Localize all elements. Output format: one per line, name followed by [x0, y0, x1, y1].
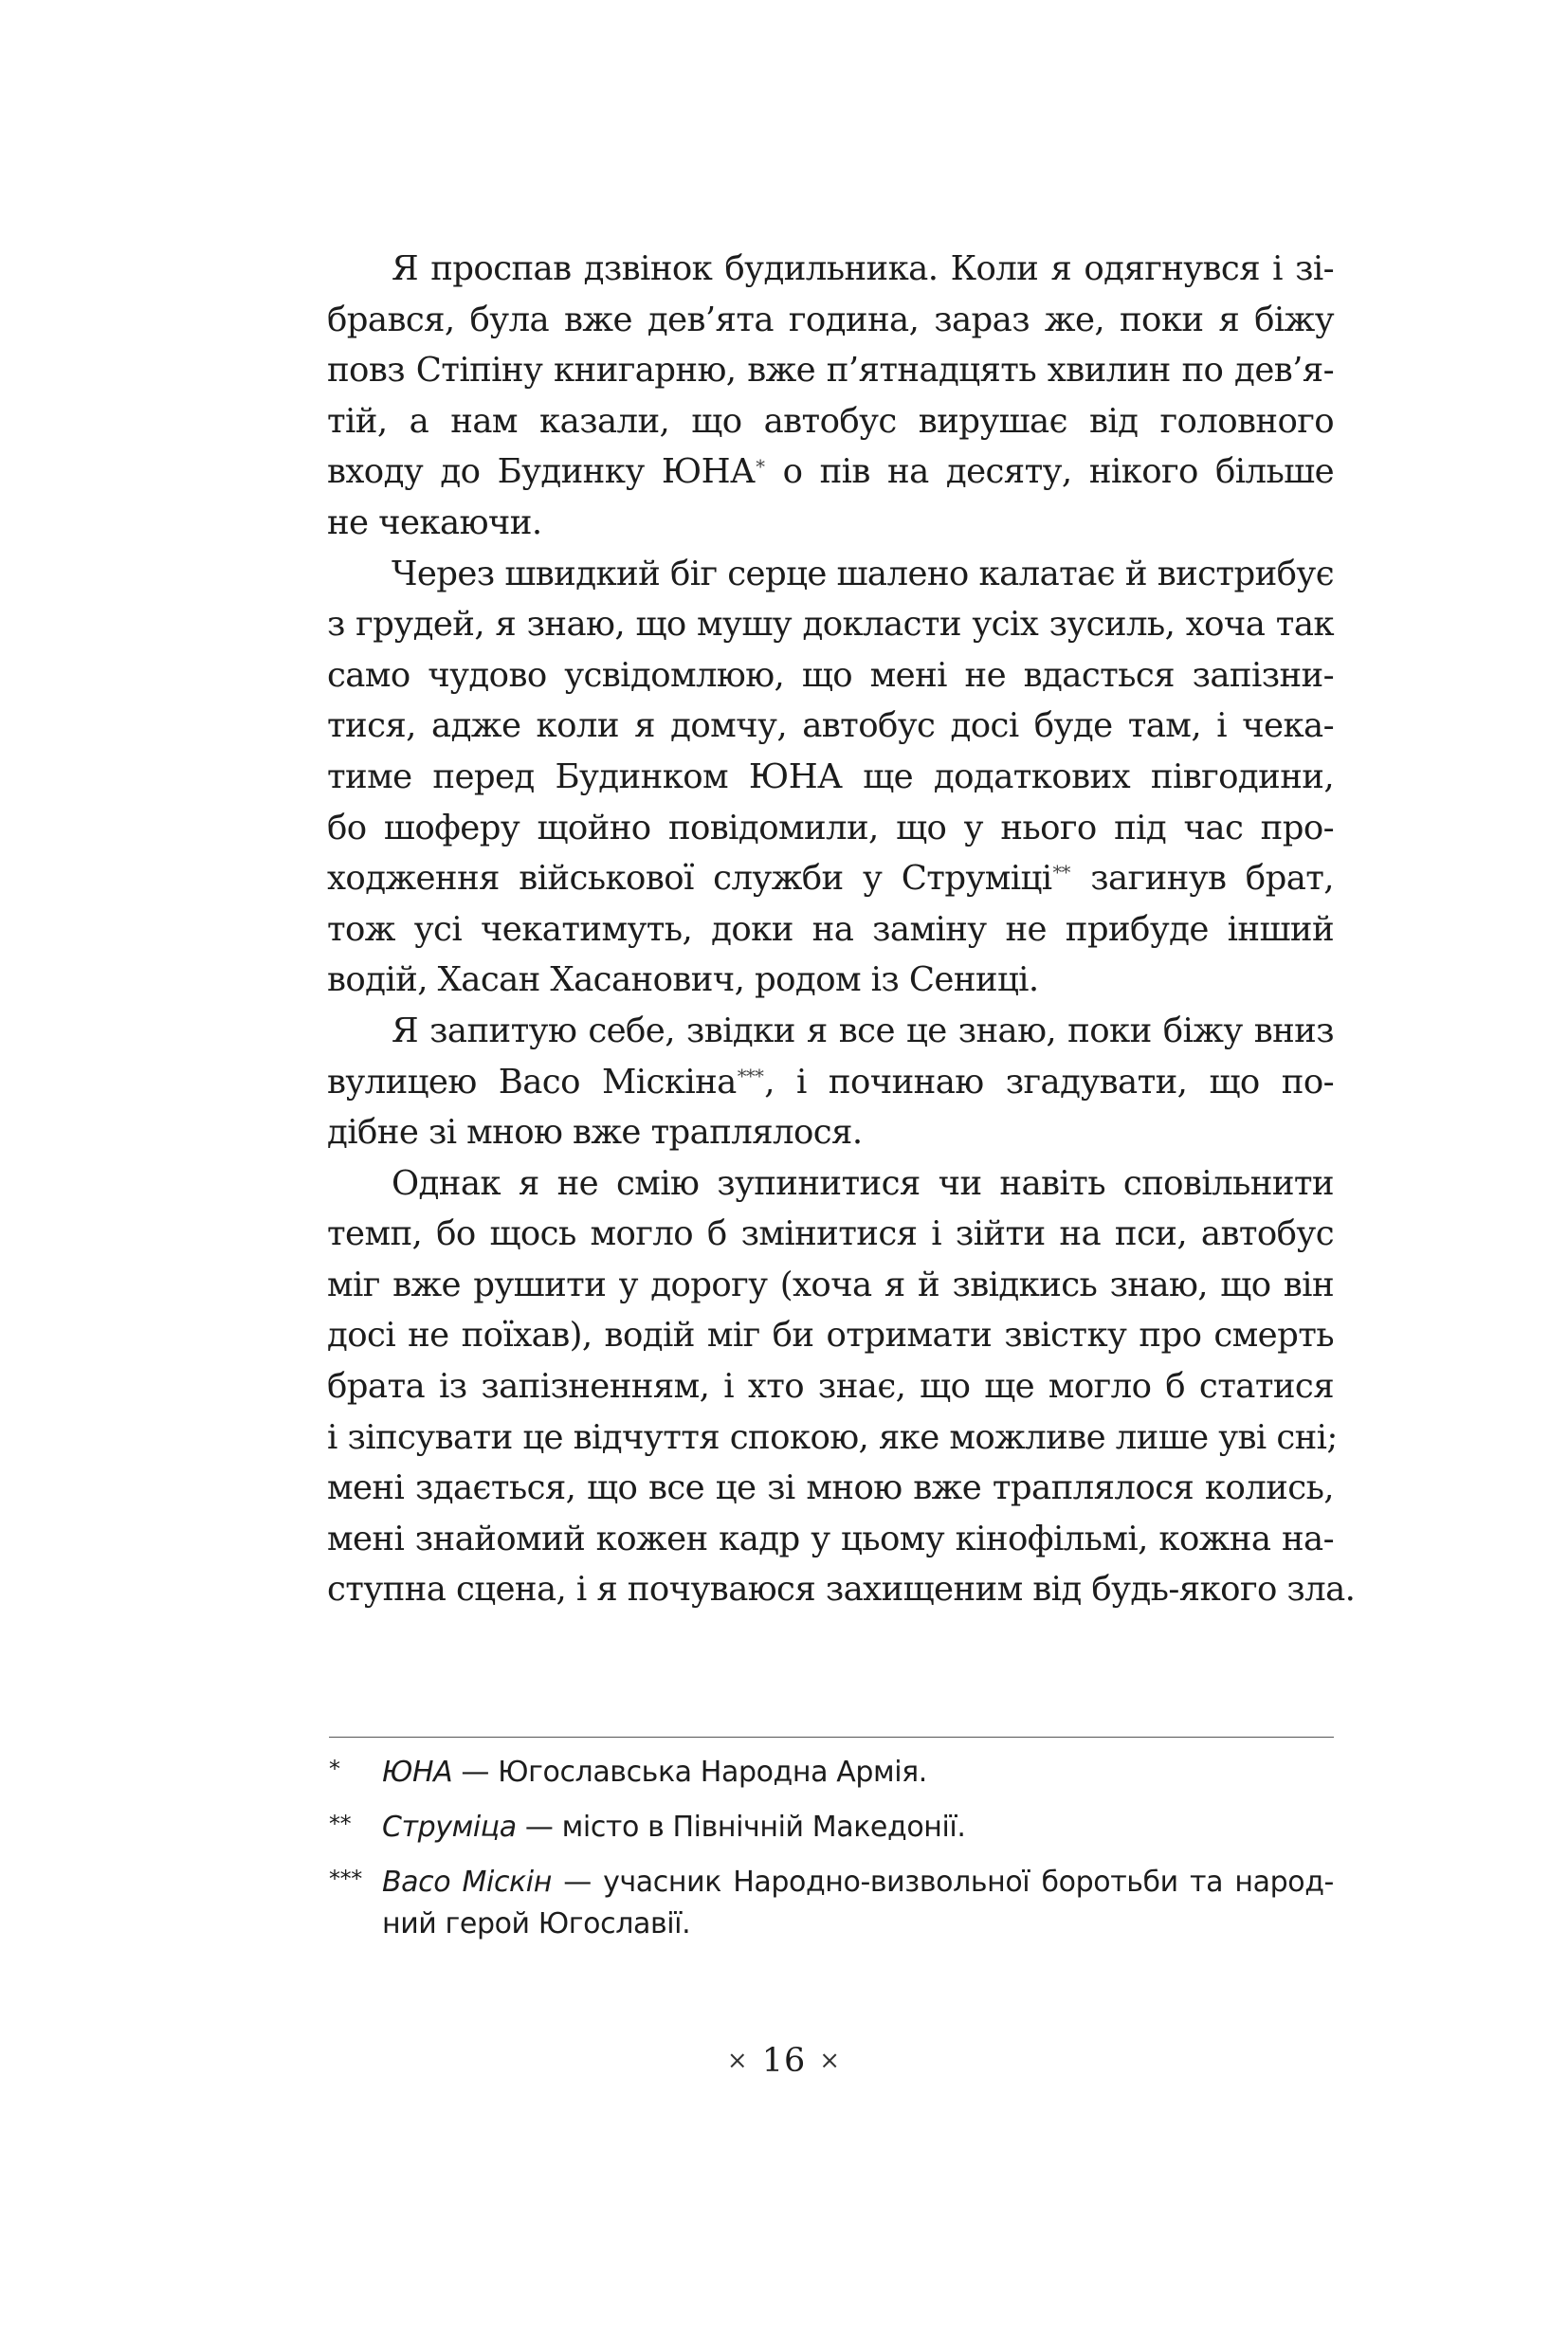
text-line: водій, Хасан Хасанович, родом із Сениці.: [327, 960, 1039, 1000]
footnote-line: [382, 1752, 1334, 1794]
text-line: тій, а нам казали, що автобус вирушає від головного: [327, 401, 1334, 441]
footnote-line: [382, 1862, 1334, 1904]
footnote: [329, 1752, 1334, 1794]
text-line: мені знайомий кожен кадр у цьому кінофільмі, кожна на-: [327, 1519, 1334, 1558]
footnote-term: Васо Міскін: [382, 1866, 552, 1899]
text-line: [327, 853, 1334, 904]
text-line: тися, адже коли я домчу, автобус досі буде там, і чека-: [327, 706, 1334, 746]
text-segment: ходження військової служби у Струміці: [327, 859, 1052, 899]
text-line: бо шоферу щойно повідомили, що у нього під час про-: [327, 808, 1334, 847]
footnote-line: [382, 1904, 1334, 1945]
paragraph: [327, 244, 1334, 549]
text-line: дібне зі мною вже траплялося.: [327, 1113, 863, 1153]
footnote-text: — Югославська Народна Армія.: [452, 1756, 927, 1789]
text-line: темп, бо щось могло б змінитися і зійти на пси, автобус: [327, 1214, 1334, 1254]
footnote-line: [382, 1807, 1334, 1849]
footnotes: [329, 1752, 1334, 1958]
footnote-reference[interactable]: *: [756, 455, 765, 478]
text-line: мені здається, що все це зі мною вже траплялося колись,: [327, 1468, 1334, 1508]
text-line: [327, 446, 1334, 498]
text-line: Я проспав дзвінок будильника. Коли я одягнувся і зі-: [392, 249, 1334, 288]
text-segment: вулицею Васо Міскіна: [327, 1062, 737, 1102]
page-number-right-ornament: ×: [819, 2047, 842, 2075]
text-line: досі не поїхав), водій міг би отримати звістку про смерть: [327, 1316, 1334, 1356]
text-line: не чекаючи.: [327, 502, 542, 542]
footnote-divider: [329, 1737, 1334, 1738]
footnote-text: — місто в Північній Македонії.: [516, 1811, 966, 1844]
footnote-reference[interactable]: ***: [737, 1065, 764, 1087]
text-segment: входу до Будинку ЮНА: [327, 452, 756, 492]
footnote-text: — учасник Народно-визвольної боротьби та народ-: [551, 1866, 1334, 1899]
text-segment: загинув брат,: [1070, 859, 1334, 899]
paragraph: [327, 1006, 1334, 1158]
text-segment: , і починаю згадувати, що по-: [764, 1062, 1335, 1102]
text-line: міг вже рушити у дорогу (хоча я й звідкись знаю, що він: [327, 1265, 1334, 1304]
text-line: само чудово усвідомлюю, що мені не вдасться запізни-: [327, 655, 1334, 695]
text-line: Я запитую себе, звідки я все це знаю, поки біжу вниз: [392, 1011, 1334, 1050]
main-text: [327, 244, 1356, 1615]
text-line: [327, 1057, 1334, 1108]
text-line: ступна сцена, і я почуваюся захищеним від будь-якого зла.: [327, 1570, 1356, 1610]
footnote: [329, 1807, 1334, 1849]
text-line: Однак я не смію зупинитися чи навіть сповільнити: [392, 1163, 1334, 1203]
page-number-value: 16: [761, 2042, 807, 2080]
text-line: Через швидкий біг серце шалено калатає й вистрибує: [392, 554, 1334, 593]
footnote-mark: ***: [329, 1866, 362, 1892]
text-line: брата із запізненням, і хто знає, що ще могло б статися: [327, 1367, 1334, 1407]
text-line: і зіпсувати це відчуття спокою, яке можливе лише уві сні;: [327, 1417, 1338, 1457]
footnote-mark: *: [329, 1756, 340, 1782]
text-segment: о пів на десяту, нікого більше: [765, 452, 1334, 492]
text-line: тиме перед Будинком ЮНА ще додаткових півгодини,: [327, 756, 1334, 796]
footnote-text: ний герой Югославії.: [382, 1907, 691, 1940]
text-line: з грудей, я знаю, що мушу докласти усіх зусиль, хоча так: [327, 605, 1334, 645]
text-line: тож усі чекатимуть, доки на заміну не прибуде інший: [327, 909, 1334, 949]
paragraph: [327, 549, 1334, 1006]
page-number-left-ornament: ×: [726, 2047, 749, 2075]
footnote: [329, 1862, 1334, 1945]
text-line: повз Стіпіну книгарню, вже п’ятнадцять хвилин по дев’я-: [327, 351, 1334, 391]
page-number: [0, 2042, 1568, 2080]
footnote-mark: **: [329, 1811, 352, 1837]
text-line: брався, була вже дев’ята година, зараз же, поки я біжу: [327, 300, 1334, 339]
footnote-reference[interactable]: **: [1052, 862, 1070, 884]
paragraph: [327, 1158, 1356, 1615]
footnote-term: ЮНА: [382, 1756, 453, 1789]
footnote-term: Струміца: [382, 1811, 517, 1844]
